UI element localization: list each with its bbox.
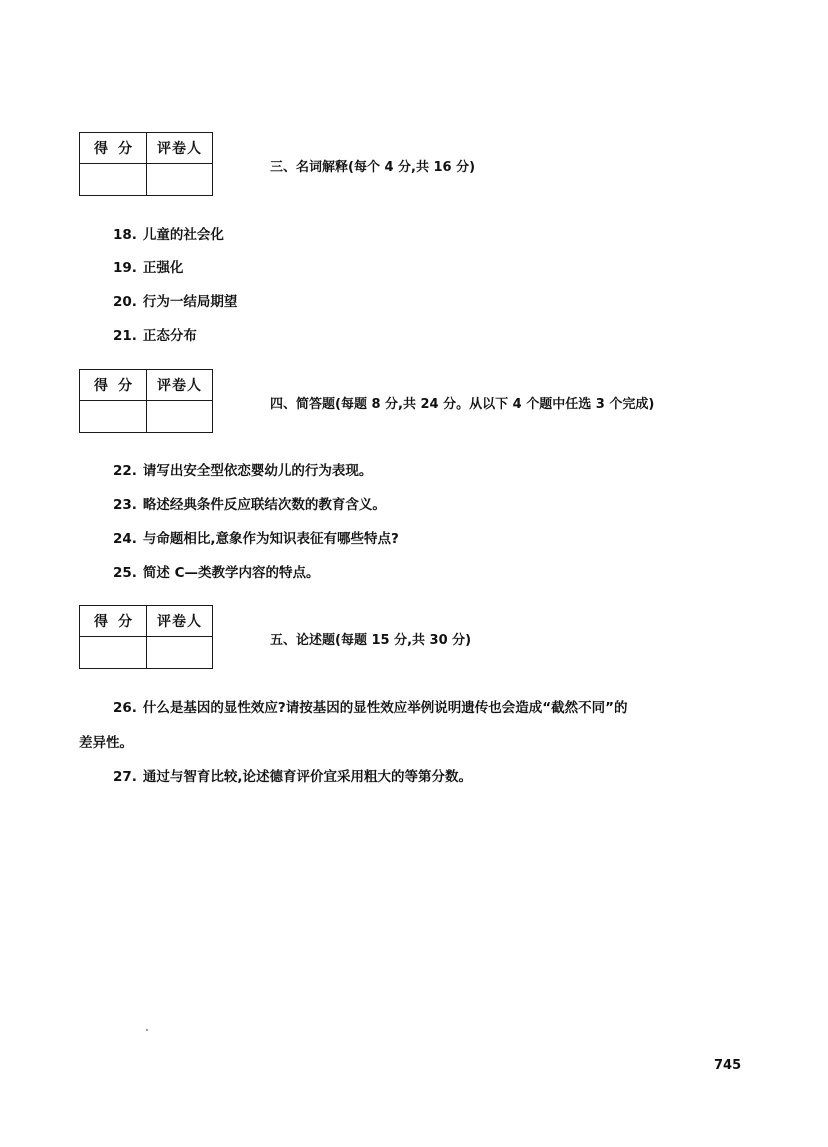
score-entry-cell (80, 637, 147, 668)
grader-entry-cell (147, 164, 212, 195)
section-title: 五、论述题(每题 15 分,共 30 分) (270, 633, 472, 648)
score-entry-cell (80, 164, 147, 195)
score-entry-cell (80, 401, 147, 432)
score-label-cell: 得分 (80, 133, 147, 164)
section-title: 四、简答题(每题 8 分,共 24 分。从以下 4 个题中任选 3 个完成) (270, 397, 655, 412)
scan-speck (146, 1029, 148, 1031)
question-item: 25. 简述 C—类教学内容的特点。 (113, 565, 320, 581)
score-label-cell: 得分 (80, 606, 147, 637)
grader-label-cell: 评卷人 (147, 606, 212, 637)
question-item: 18. 儿童的社会化 (113, 227, 224, 243)
question-item: 20. 行为一结局期望 (113, 294, 238, 310)
question-item: 24. 与命题相比,意象作为知识表征有哪些特点? (113, 531, 399, 547)
grader-label-cell: 评卷人 (147, 133, 212, 164)
score-label-cell: 得分 (80, 370, 147, 401)
question-item: 26. 什么是基因的显性效应?请按基因的显性效应举例说明遗传也会造成“截然不同”的 (113, 700, 628, 716)
grader-entry-cell (147, 401, 212, 432)
score-box (79, 605, 213, 669)
question-item: 21. 正态分布 (113, 328, 197, 344)
question-item: 23. 略述经典条件反应联结次数的教育含义。 (113, 497, 386, 513)
score-box (79, 369, 213, 433)
question-continuation: 差异性。 (79, 735, 133, 751)
question-item: 19. 正强化 (113, 260, 184, 276)
grader-entry-cell (147, 637, 212, 668)
question-item: 27. 通过与智育比较,论述德育评价宜采用粗大的等第分数。 (113, 769, 473, 785)
grader-label-cell: 评卷人 (147, 370, 212, 401)
score-box (79, 132, 213, 196)
question-item: 22. 请写出安全型依恋婴幼儿的行为表现。 (113, 463, 373, 479)
section-title: 三、名词解释(每个 4 分,共 16 分) (270, 160, 476, 175)
page-number: 745 (714, 1058, 742, 1073)
